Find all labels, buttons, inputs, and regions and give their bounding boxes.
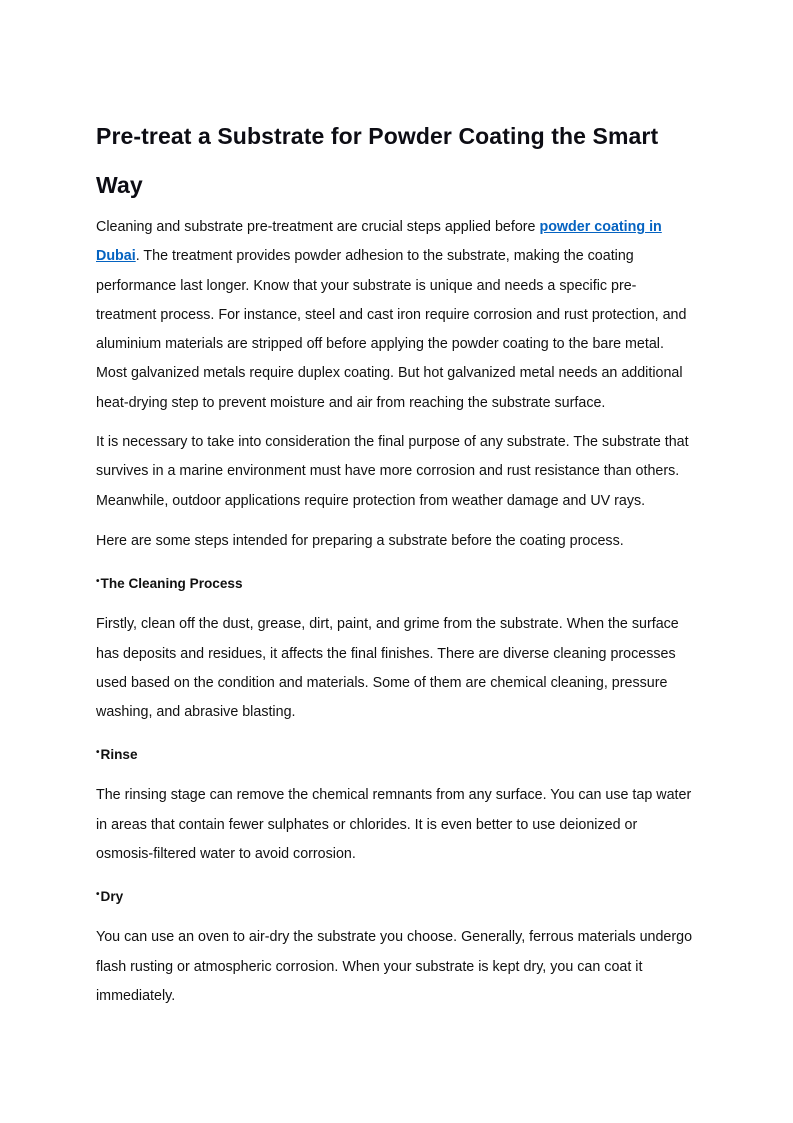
section-body-rinse: The rinsing stage can remove the chemical remnants from any surface. You can use tap water in areas that contain fewer sulphates or chlorides. It is even better to use deionized or osmosis-filtered water to avoid corrosion. xyxy=(96,787,692,863)
section-heading-text: Dry xyxy=(100,889,124,905)
section-heading-rinse xyxy=(96,739,696,769)
section-heading-text: Rinse xyxy=(100,747,138,763)
purpose-paragraph: It is necessary to take into consideration the final purpose of any substrate. The substrate that survives in a marine environment must have more corrosion and rust resistance than others. Meanwhile, outdoor applications require protection from weather damage and UV rays. xyxy=(96,434,689,509)
intro-text-after-link: . The treatment provides powder adhesion to the substrate, making the coating performance last longer. Know that your substrate is unique and needs a specific pre-treatment process. For instance, steel and cast iron require corrosion and rust protection, and aluminium materials are stripped off before applying the powder coating to the bare metal. Most galvanized metals require duplex coating. But hot galvanized metal needs an additional heat-drying step to prevent moisture and air from reaching the substrate surface. xyxy=(96,248,687,411)
section-body-cleaning: Firstly, clean off the dust, grease, dirt, paint, and grime from the substrate. When the surface has deposits and residues, it affects the final finishes. There are diverse cleaning processes used based on the condition and materials. Some of them are chemical cleaning, pressure washing, and abrasive blasting. xyxy=(96,616,679,721)
bullet-icon: • xyxy=(96,576,100,588)
bullet-icon: • xyxy=(96,889,100,901)
bullet-icon: • xyxy=(96,747,100,759)
intro-text-before-link: Cleaning and substrate pre-treatment are crucial steps applied before xyxy=(96,219,540,235)
powder-coating-link[interactable]: powder coating in Dubai xyxy=(96,219,662,265)
intro-paragraph xyxy=(96,213,696,418)
steps-intro-paragraph: Here are some steps intended for preparing a substrate before the coating process. xyxy=(96,532,624,549)
section-heading-dry xyxy=(96,881,696,911)
page-title: Pre-treat a Substrate for Powder Coating the Smart Way xyxy=(96,123,659,198)
section-heading-cleaning xyxy=(96,568,696,598)
section-heading-text: The Cleaning Process xyxy=(100,576,243,592)
section-body-dry: You can use an oven to air-dry the substrate you choose. Generally, ferrous materials undergo flash rusting or atmospheric corrosion. When your substrate is kept dry, you can coat it immediately. xyxy=(96,929,693,1004)
document-page xyxy=(96,112,696,1023)
title-block xyxy=(96,112,696,210)
